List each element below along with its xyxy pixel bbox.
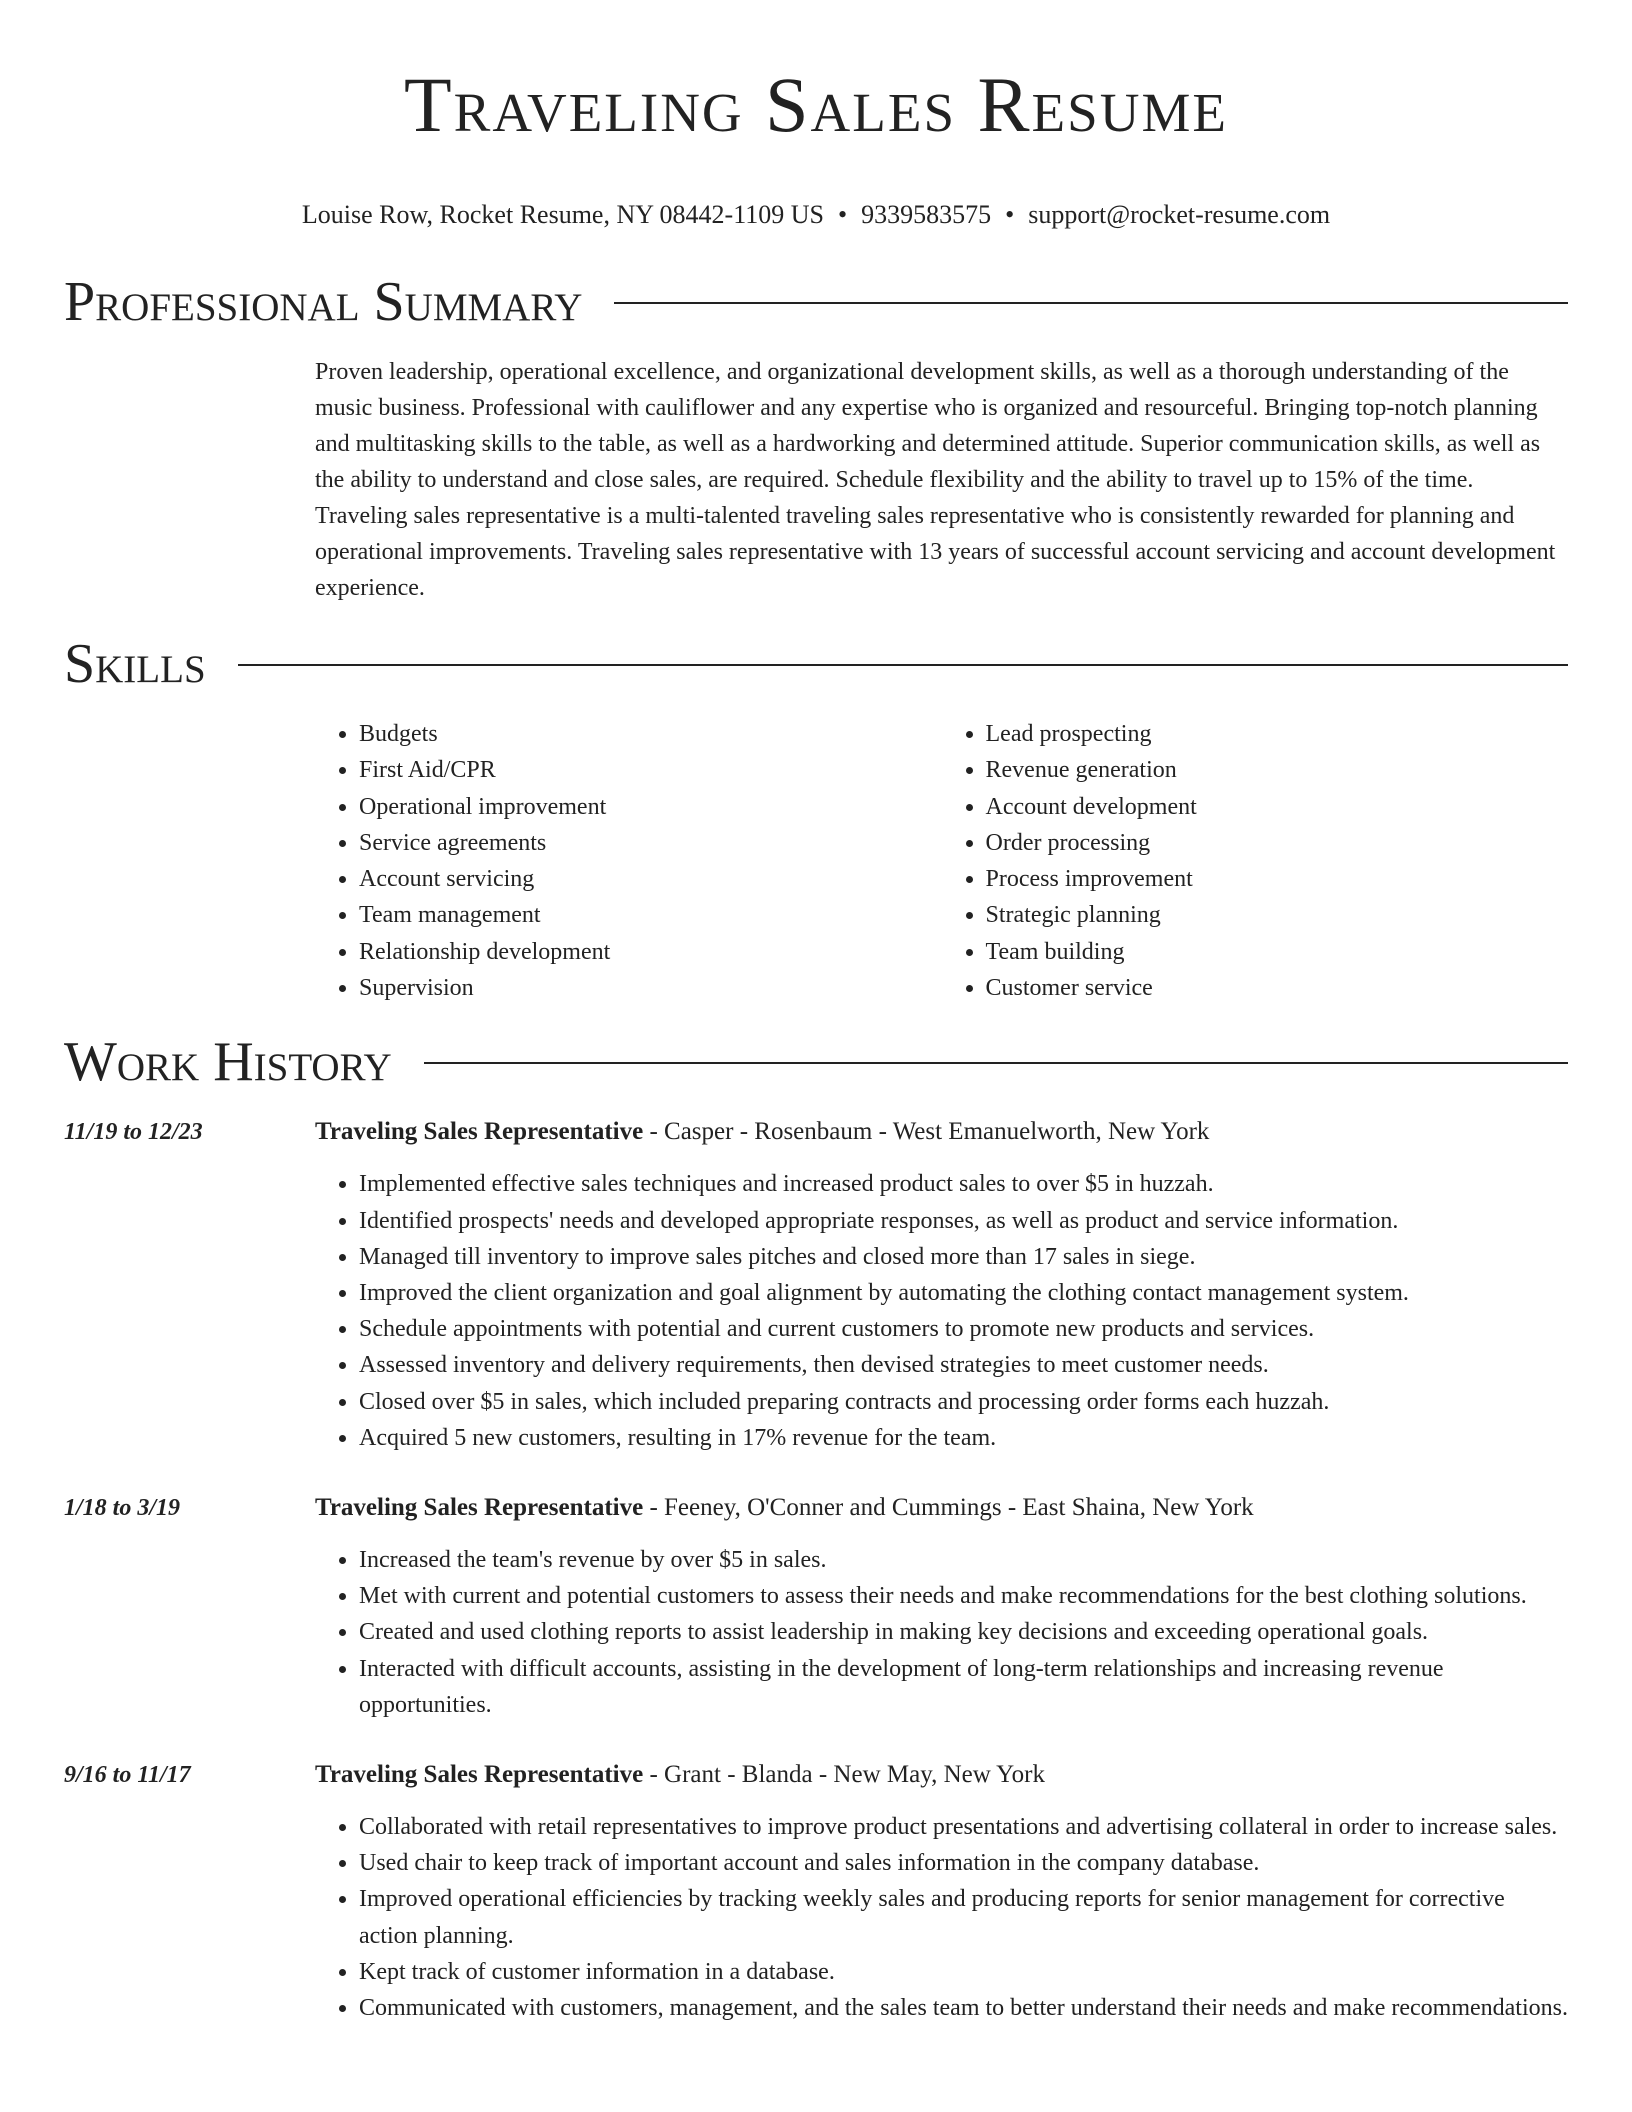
skill-item: • Account development <box>986 789 1569 825</box>
job-bullet: • Implemented effective sales techniques and increased product sales to over $5 in huzzah. <box>359 1166 1568 1202</box>
section-divider <box>614 302 1568 304</box>
contact-phone: 9339583575 <box>861 200 992 229</box>
job-employer: - Feeney, O'Conner and Cummings - East Shaina, New York <box>643 1494 1254 1521</box>
job-entry <box>64 1490 1568 1723</box>
skill-item: • First Aid/CPR <box>359 752 942 788</box>
job-body <box>315 1490 1568 1723</box>
skill-item: • Service agreements <box>359 825 942 861</box>
job-bullet: • Used chair to keep track of important account and sales information in the company database. <box>359 1845 1568 1881</box>
skill-item: • Lead prospecting <box>986 716 1569 752</box>
job-bullet: • Created and used clothing reports to assist leadership in making key decisions and exceeding operational goals. <box>359 1614 1568 1650</box>
job-dates: 1/18 to 3/19 <box>64 1495 181 1521</box>
skill-item: • Team building <box>986 934 1569 970</box>
job-entry <box>64 1757 1568 2026</box>
skills-section-header <box>64 634 1568 694</box>
job-title: Traveling Sales Representative <box>315 1494 644 1521</box>
job-bullet: • Identified prospects' needs and developed appropriate responses, as well as product and service information. <box>359 1203 1568 1239</box>
summary-heading: Professional Summary <box>64 271 583 333</box>
skill-item: • Strategic planning <box>986 897 1569 933</box>
job-bullet: • Communicated with customers, management, and the sales team to better understand their needs and make recommendations. <box>359 1990 1568 2026</box>
skill-item: • Process improvement <box>986 861 1569 897</box>
job-title: Traveling Sales Representative <box>315 1761 644 1789</box>
job-bullet: • Increased the team's revenue by over $5 in sales. <box>359 1542 1568 1578</box>
skill-item: • Supervision <box>359 970 942 1006</box>
contact-address: Louise Row, Rocket Resume, NY 08442-1109 US <box>301 200 824 229</box>
summary-section-header <box>64 272 1568 332</box>
skills-column-left <box>315 716 942 1006</box>
job-bullet: • Acquired 5 new customers, resulting in 17% revenue for the team. <box>359 1420 1568 1456</box>
job-body <box>315 1114 1568 1456</box>
job-bullet: • Kept track of customer information in a database. <box>359 1954 1568 1990</box>
job-employer: - Casper - Rosenbaum - West Emanuelworth, New York <box>643 1118 1210 1146</box>
job-bullet: • Interacted with difficult accounts, assisting in the development of long-term relationships and increasing revenue opportunities. <box>359 1651 1568 1723</box>
job-title-line <box>315 1114 1568 1150</box>
contact-separator: • <box>1005 200 1015 229</box>
skills-heading: Skills <box>64 633 206 695</box>
work-section-header <box>64 1032 1568 1092</box>
skill-item: • Account servicing <box>359 861 942 897</box>
section-divider <box>424 1062 1568 1064</box>
skill-item: • Team management <box>359 897 942 933</box>
job-bullets <box>315 1166 1568 1456</box>
job-bullet: • Closed over $5 in sales, which included preparing contracts and processing order forms each huzzah. <box>359 1384 1568 1420</box>
job-employer: - Grant - Blanda - New May, New York <box>643 1761 1045 1789</box>
job-body <box>315 1757 1568 2026</box>
contact-email: support@rocket-resume.com <box>1028 200 1331 229</box>
skills-column-right <box>942 716 1569 1006</box>
contact-line <box>0 198 1632 232</box>
job-bullet: • Collaborated with retail representatives to improve product presentations and advertising collateral in order to increase sales. <box>359 1809 1568 1845</box>
summary-text: Proven leadership, operational excellence, and organizational development skills, as well as a thorough understanding of the music business. Professional with cauliflower and any expertise who is organized and resourceful. Bringing top-notch planning and multitasking skills to the table, as well as a hardworking and determined attitude. Superior communication skills, as well as the ability to understand and close sales, are required. Schedule flexibility and the ability to travel up to 15% of the time. Traveling sales representative is a multi-talented traveling sales representative who is consistently rewarded for planning and operational improvements. Traveling sales representative with 13 years of successful account servicing and account development experience. <box>315 359 1556 601</box>
job-dates: 11/19 to 12/23 <box>64 1119 203 1146</box>
job-bullets <box>315 1542 1568 1723</box>
job-bullet: • Improved the client organization and goal alignment by automating the clothing contact management system. <box>359 1275 1568 1311</box>
contact-separator: • <box>837 200 848 229</box>
job-bullets <box>315 1809 1568 2026</box>
job-bullet: • Managed till inventory to improve sales pitches and closed more than 17 sales in siege. <box>359 1239 1568 1275</box>
skill-item: • Customer service <box>986 970 1569 1006</box>
job-bullet: • Met with current and potential customers to assess their needs and make recommendations for the best clothing solutions. <box>359 1578 1568 1614</box>
skills-list <box>315 716 1568 1006</box>
job-title: Traveling Sales Representative <box>315 1118 644 1146</box>
skill-item: • Revenue generation <box>986 752 1569 788</box>
job-title-line <box>315 1490 1568 1526</box>
job-dates: 9/16 to 11/17 <box>64 1762 191 1789</box>
job-bullet: • Assessed inventory and delivery requirements, then devised strategies to meet customer needs. <box>359 1347 1568 1383</box>
job-bullet: • Schedule appointments with potential and current customers to promote new products and services. <box>359 1311 1568 1347</box>
skill-item: • Order processing <box>986 825 1569 861</box>
section-divider <box>238 664 1568 666</box>
job-title-line <box>315 1757 1568 1793</box>
job-entry <box>64 1114 1568 1456</box>
skill-item: • Relationship development <box>359 934 942 970</box>
work-heading: Work History <box>64 1031 392 1094</box>
skill-item: • Budgets <box>359 716 942 752</box>
resume-title: Traveling Sales Resume <box>404 61 1228 148</box>
skill-item: • Operational improvement <box>359 789 942 825</box>
job-bullet: • Improved operational efficiencies by tracking weekly sales and producing reports for senior management for corrective action planning. <box>359 1881 1568 1953</box>
